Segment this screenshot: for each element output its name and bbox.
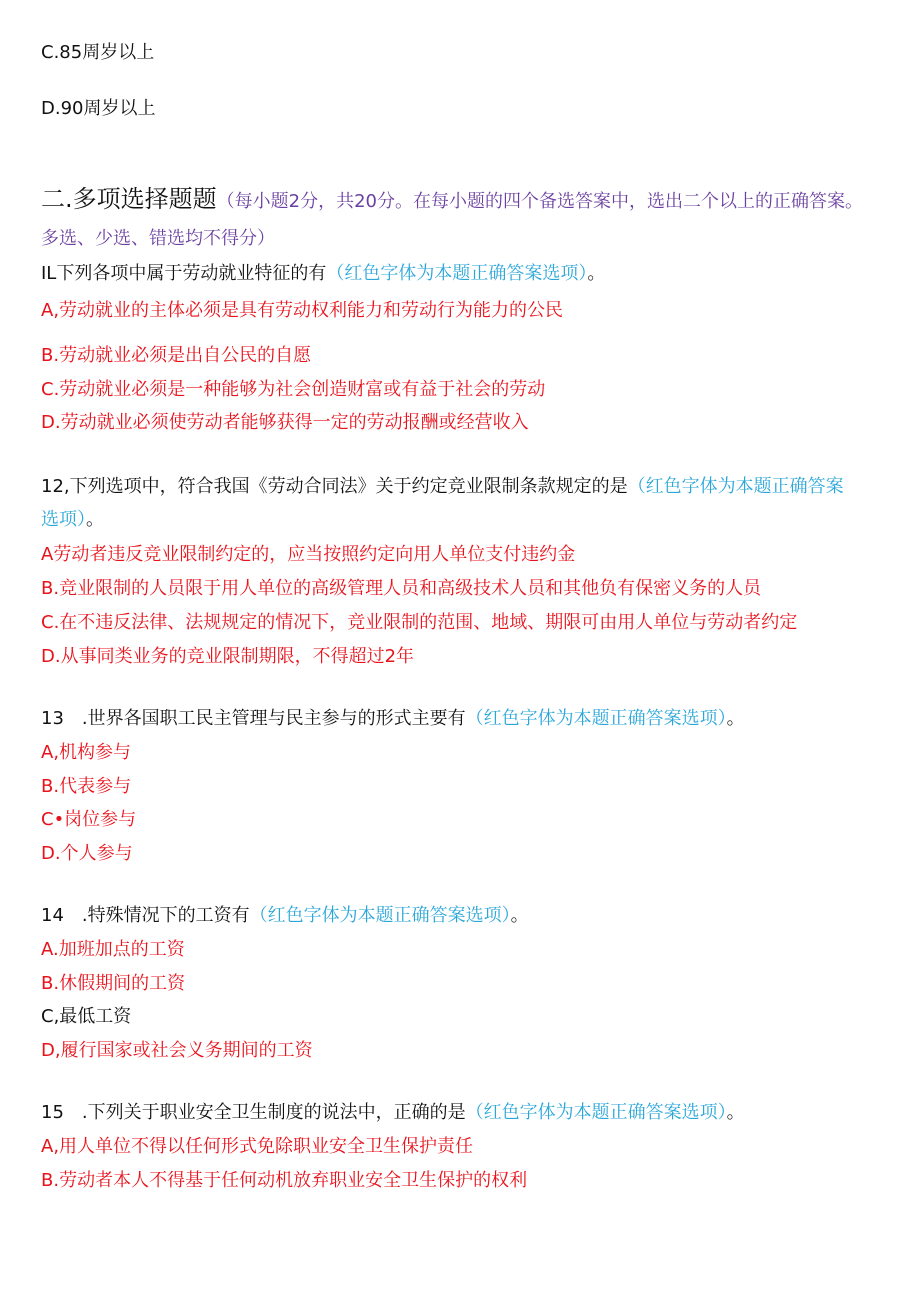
question-14-stem <box>41 903 529 929</box>
question-stem-text: 12,下列选项中，符合我国《劳动合同法》关于约定竞业限制条款规定的是 <box>41 476 628 497</box>
question-13-option-b: B.代表参与 <box>41 776 132 797</box>
question-14-option-d: D,履行国家或社会义务期间的工资 <box>41 1040 313 1061</box>
question-12-option-c: C.在不违反法律、法规规定的情况下，竞业限制的范围、地域、期限可由用人单位与劳动者约定 <box>41 612 798 633</box>
question-11-option-a: A,劳动就业的主体必须是具有劳动权利能力和劳动行为能力的公民 <box>41 300 564 321</box>
stem-end: 。 <box>510 905 529 926</box>
answer-hint: （红色字体为本题正确答案选项） <box>249 905 511 926</box>
question-12-option-b: B.竞业限制的人员限于用人单位的高级管理人员和高级技术人员和其他负有保密义务的人员 <box>41 578 762 599</box>
question-13-option-d: D.个人参与 <box>41 843 133 864</box>
section-title: 二.多项选择题题 <box>41 185 217 213</box>
stem-end: 。 <box>726 1102 745 1123</box>
answer-hint: （红色字体为本题正确答案 <box>627 476 844 497</box>
question-14-option-a: A.加班加点的工资 <box>41 939 185 960</box>
question-11-option-b: B.劳动就业必须是出自公民的自愿 <box>41 345 312 366</box>
question-stem-text: IL下列各项中属于劳动就业特征的有 <box>41 263 327 284</box>
question-12-stem-cont <box>41 507 104 533</box>
section-header <box>41 186 863 215</box>
question-stem-text: 14 .特殊情况下的工资有 <box>41 905 250 926</box>
section-note-2: 多选、少选、错选均不得分） <box>41 228 275 249</box>
question-12-stem <box>41 474 844 500</box>
question-stem-text: 13 .世界各国职工民主管理与民主参与的形式主要有 <box>41 708 466 729</box>
answer-hint: （红色字体为本题正确答案选项） <box>465 708 727 729</box>
question-12-option-a: A劳动者违反竞业限制约定的，应当按照约定向用人单位支付违约金 <box>41 544 576 565</box>
question-13-option-c: C•岗位参与 <box>41 809 137 830</box>
question-15-option-b: B.劳动者本人不得基于任何动机放弃职业安全卫生保护的权利 <box>41 1170 528 1191</box>
question-14-option-c: C,最低工资 <box>41 1006 132 1027</box>
question-12-option-d: D.从事同类业务的竞业限制期限，不得超过2年 <box>41 646 415 667</box>
question-15-stem <box>41 1100 745 1126</box>
question-11-option-d: D.劳动就业必须使劳动者能够获得一定的劳动报酬或经营收入 <box>41 412 529 433</box>
answer-hint: （红色字体为本题正确答案选项） <box>465 1102 727 1123</box>
section-note-1: （每小题2分，共20分。在每小题的四个备选答案中，选出二个以上的正确答案。 <box>216 191 863 212</box>
option-d-prev: D.90周岁以上 <box>41 98 156 119</box>
question-15-option-a: A,用人单位不得以任何形式免除职业安全卫生保护责任 <box>41 1136 474 1157</box>
answer-hint: （红色字体为本题正确答案选项） <box>326 263 588 284</box>
stem-end: 。 <box>587 263 606 284</box>
question-11-stem <box>41 261 605 287</box>
stem-end: 。 <box>86 509 104 530</box>
question-11-option-c: C.劳动就业必须是一种能够为社会创造财富或有益于社会的劳动 <box>41 379 546 400</box>
question-13-stem <box>41 706 745 732</box>
stem-end: 。 <box>726 708 745 729</box>
question-14-option-b: B.休假期间的工资 <box>41 973 186 994</box>
question-stem-text: 15 .下列关于职业安全卫生制度的说法中，正确的是 <box>41 1102 466 1123</box>
question-13-option-a: A,机构参与 <box>41 742 132 763</box>
answer-hint-cont: 选项） <box>41 509 86 530</box>
option-c-prev: C.85周岁以上 <box>41 42 155 63</box>
